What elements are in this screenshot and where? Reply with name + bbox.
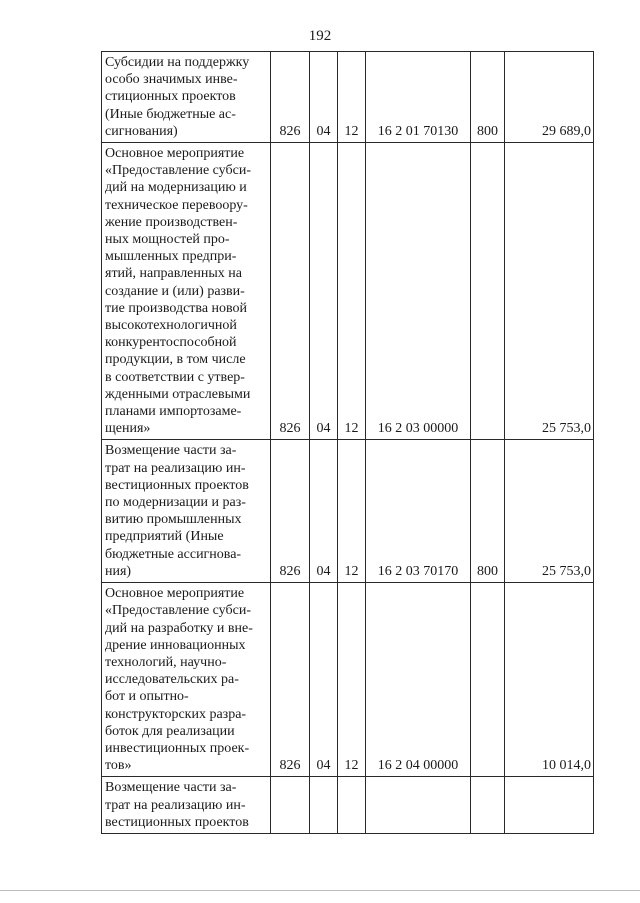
sum-cell: 10 014,0 — [505, 583, 594, 777]
table-row — [102, 777, 594, 834]
table-row — [102, 440, 594, 583]
rz-cell: 04 — [310, 440, 338, 583]
row-name: Основное мероприятие «Предоставление субси- дий на разработку и вне- дрение инновационных технологий, научно- исследовательских ра- бот и опытно- конструкторских разра- боток для реализации инвестиционных проек- тов» — [105, 586, 253, 774]
sum-cell — [505, 777, 594, 834]
pr-cell: 12 — [338, 143, 366, 440]
csr-cell: 16 2 03 00000 — [366, 143, 471, 440]
rz-cell: 04 — [310, 143, 338, 440]
csr-cell: 16 2 01 70130 — [366, 52, 471, 143]
ved-cell: 826 — [271, 143, 310, 440]
row-name-cell — [102, 52, 271, 143]
vr-cell — [471, 583, 505, 777]
vr-cell: 800 — [471, 440, 505, 583]
rz-cell — [310, 777, 338, 834]
page-number: 192 — [308, 28, 332, 44]
table-row — [102, 143, 594, 440]
table-row — [102, 52, 594, 143]
ved-cell: 826 — [271, 52, 310, 143]
row-name: Возмещение части за- трат на реализацию ин- вестиционных проектов по модернизации и раз- витию промышленных предприятий (Иные бюджетные ассигнова- ния) — [105, 443, 249, 579]
row-name: Возмещение части за- трат на реализацию ин- вестиционных проектов — [105, 780, 249, 830]
row-name-cell — [102, 440, 271, 583]
ved-cell: 826 — [271, 583, 310, 777]
scan-edge-line — [0, 890, 640, 891]
row-name: Субсидии на поддержку особо значимых инве- стиционных проектов (Иные бюджетные ас- сигнования) — [105, 55, 250, 139]
rz-cell: 04 — [310, 583, 338, 777]
csr-cell: 16 2 04 00000 — [366, 583, 471, 777]
sum-cell: 25 753,0 — [505, 440, 594, 583]
ved-cell: 826 — [271, 440, 310, 583]
row-name: Основное мероприятие «Предоставление субси- дий на модернизацию и техническое перевоору- жение производствен- ных мощностей про- мышленных предпри- ятий, направленных на создание и (или) разви- тие производства новой высокотехнологичной конкурентоспособной продукции, в том числе в соответствии с утвер- жденными отраслевыми планами импортозаме- щения» — [105, 146, 251, 437]
sum-cell: 29 689,0 — [505, 52, 594, 143]
pr-cell — [338, 777, 366, 834]
vr-cell — [471, 143, 505, 440]
budget-table — [101, 51, 594, 834]
row-name-cell — [102, 777, 271, 834]
pr-cell: 12 — [338, 440, 366, 583]
vr-cell — [471, 777, 505, 834]
pr-cell: 12 — [338, 52, 366, 143]
rz-cell: 04 — [310, 52, 338, 143]
pr-cell: 12 — [338, 583, 366, 777]
row-name-cell — [102, 143, 271, 440]
ved-cell — [271, 777, 310, 834]
vr-cell: 800 — [471, 52, 505, 143]
row-name-cell — [102, 583, 271, 777]
csr-cell — [366, 777, 471, 834]
sum-cell: 25 753,0 — [505, 143, 594, 440]
table-row — [102, 583, 594, 777]
csr-cell: 16 2 03 70170 — [366, 440, 471, 583]
